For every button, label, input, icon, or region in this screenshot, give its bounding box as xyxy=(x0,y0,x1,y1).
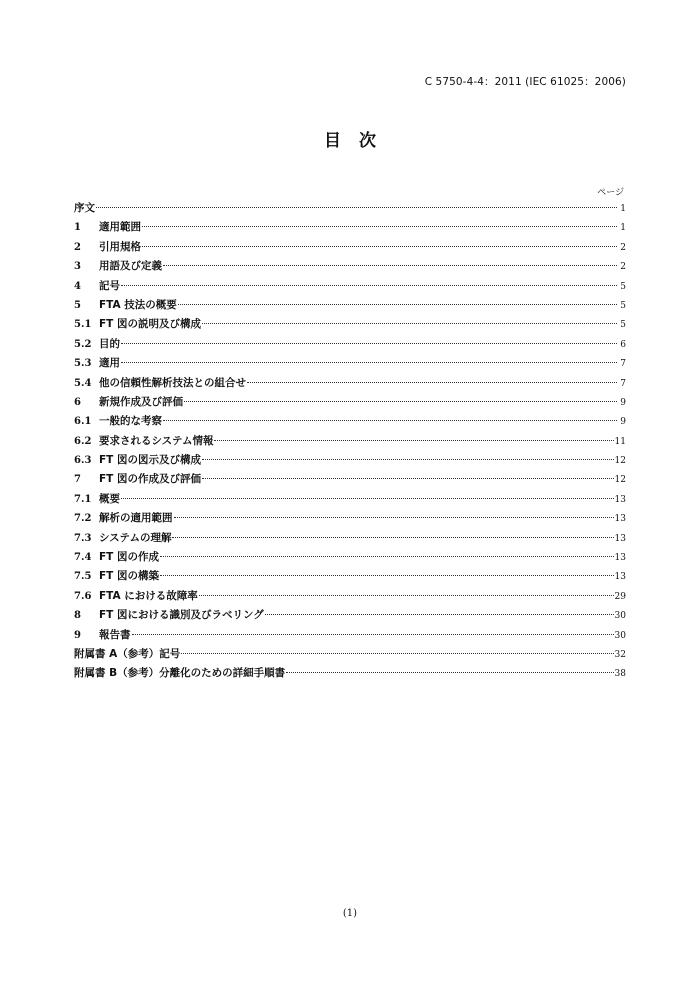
toc-entry-page: 6 xyxy=(620,339,626,350)
dot-leader xyxy=(121,361,617,363)
toc-entry-label: 要求されるシステム情報 xyxy=(99,434,214,447)
toc-entry-number: 4 xyxy=(74,280,81,292)
dot-leader xyxy=(247,381,617,383)
toc-entry-page: 2 xyxy=(620,262,626,273)
toc-entry-label: FTA における故障率 xyxy=(99,589,198,602)
toc-entry-number: 5 xyxy=(74,299,81,311)
toc-entry-page: 13 xyxy=(614,572,626,583)
dot-leader xyxy=(181,652,613,654)
toc-entry-label: 用語及び定義 xyxy=(99,260,162,273)
dot-leader xyxy=(142,245,617,247)
toc-entry[interactable] xyxy=(74,394,626,413)
toc-entry-page: 13 xyxy=(614,533,626,544)
dot-leader xyxy=(214,439,613,441)
toc-entry-label: 他の信頼性解析技法との組合せ xyxy=(99,376,246,389)
document-id: C 5750-4-4：2011 (IEC 61025：2006) xyxy=(424,76,626,88)
toc-entry-label: 附属書 A（参考）記号 xyxy=(74,647,181,660)
toc-entry[interactable] xyxy=(74,627,626,646)
dot-leader xyxy=(172,536,613,538)
toc-entry-label: 解析の適用範囲 xyxy=(99,512,173,525)
toc-entry-page: 9 xyxy=(620,417,626,428)
toc-entry-page: 5 xyxy=(620,320,626,331)
toc-entry-label: FT 図の図示及び構成 xyxy=(99,454,201,467)
toc-entry-page: 13 xyxy=(614,514,626,525)
toc-entry-label: FT 図の構築 xyxy=(99,570,159,583)
toc-entry[interactable] xyxy=(74,646,626,665)
dot-leader xyxy=(199,594,614,596)
toc-entry-number: 1 xyxy=(74,222,81,234)
dot-leader xyxy=(96,206,617,208)
toc-entry[interactable] xyxy=(74,413,626,432)
toc-entry-label: 附属書 B（参考）分離化のための詳細手順書 xyxy=(74,667,286,680)
toc-entry-label: 引用規格 xyxy=(99,240,141,253)
dot-leader xyxy=(121,284,617,286)
dot-leader xyxy=(265,613,614,615)
page-title: 目次 xyxy=(324,131,394,151)
toc-entry-page: 30 xyxy=(614,611,626,622)
toc-entry[interactable] xyxy=(74,491,626,510)
toc-entry-page: 13 xyxy=(614,494,626,505)
toc-entry-label: 概要 xyxy=(99,492,120,505)
toc-entry[interactable] xyxy=(74,607,626,626)
toc-entry[interactable] xyxy=(74,316,626,335)
toc-entry-label: FT 図の説明及び構成 xyxy=(99,318,201,331)
toc-entry[interactable] xyxy=(74,278,626,297)
toc-entry[interactable] xyxy=(74,433,626,452)
toc-entry-number: 7.1 xyxy=(74,493,92,505)
toc-entry[interactable] xyxy=(74,219,626,238)
dot-leader xyxy=(163,264,617,266)
toc-entry[interactable] xyxy=(74,452,626,471)
dot-leader xyxy=(202,477,614,479)
toc-entry-page: 9 xyxy=(620,397,626,408)
toc-entry[interactable] xyxy=(74,336,626,355)
toc-entry-number: 6.3 xyxy=(74,455,92,467)
toc-entry[interactable] xyxy=(74,568,626,587)
toc-entry[interactable] xyxy=(74,665,626,684)
toc-entry-label: FT 図の作成及び評価 xyxy=(99,473,201,486)
toc-entry-label: 序文 xyxy=(74,202,95,214)
toc-entry-label: FT 図における識別及びラベリング xyxy=(99,609,264,622)
toc-entry-page: 13 xyxy=(614,553,626,564)
toc-entry-page: 5 xyxy=(620,300,626,311)
toc-entry-page: 2 xyxy=(620,242,626,253)
dot-leader xyxy=(163,419,617,421)
toc-entry-page: 32 xyxy=(614,649,626,660)
toc-entry[interactable] xyxy=(74,510,626,529)
toc-entry-number: 6.2 xyxy=(74,435,92,447)
toc-entry-number: 3 xyxy=(74,261,81,273)
toc-entry-number: 5.3 xyxy=(74,358,92,370)
toc-entry[interactable] xyxy=(74,471,626,490)
toc-entry-label: 目的 xyxy=(99,337,120,350)
toc-entry-number: 7.6 xyxy=(74,590,92,602)
toc-entry-page: 38 xyxy=(614,669,626,680)
dot-leader xyxy=(121,342,617,344)
toc-entry-page: 11 xyxy=(614,436,626,447)
dot-leader xyxy=(202,322,617,324)
dot-leader xyxy=(160,555,614,557)
toc-entry-label: 記号 xyxy=(99,279,120,292)
toc-entry-label: 適用 xyxy=(99,357,120,370)
toc-entry-page: 7 xyxy=(620,359,626,370)
toc-entry-label: 適用範囲 xyxy=(99,221,141,234)
toc-entry[interactable] xyxy=(74,375,626,394)
toc-entry-page: 1 xyxy=(620,204,626,214)
toc-entry[interactable] xyxy=(74,530,626,549)
toc-entry-number: 7.2 xyxy=(74,513,92,525)
page-column-label: ページ xyxy=(597,188,624,198)
toc-entry-label: 一般的な考察 xyxy=(99,415,162,428)
toc-entry-number: 9 xyxy=(74,629,81,641)
toc-entry-label: 報告書 xyxy=(99,628,131,641)
toc-entry[interactable] xyxy=(74,239,626,258)
toc-entry[interactable] xyxy=(74,355,626,374)
dot-leader xyxy=(121,497,614,499)
toc-entry-label: システムの理解 xyxy=(99,531,172,544)
dot-leader xyxy=(142,225,617,227)
dot-leader xyxy=(132,633,614,635)
toc-entry-number: 6.1 xyxy=(74,416,92,428)
toc-entry-label: FTA 技法の概要 xyxy=(99,298,177,311)
toc-entry-page: 29 xyxy=(614,591,626,602)
dot-leader xyxy=(286,671,613,673)
table-of-contents xyxy=(74,200,626,685)
toc-entry[interactable] xyxy=(74,549,626,568)
dot-leader xyxy=(184,400,617,402)
toc-entry-label: FT 図の作成 xyxy=(99,551,159,564)
toc-entry-page: 7 xyxy=(620,378,626,389)
page-number: (1) xyxy=(342,908,358,919)
toc-entry-page: 12 xyxy=(614,456,626,467)
toc-entry[interactable] xyxy=(74,200,626,219)
toc-entry-number: 7.3 xyxy=(74,532,92,544)
toc-entry-page: 12 xyxy=(614,475,626,486)
toc-entry-number: 5.1 xyxy=(74,319,92,331)
toc-entry-page: 1 xyxy=(620,223,626,234)
dot-leader xyxy=(202,458,614,460)
toc-entry[interactable] xyxy=(74,258,626,277)
toc-entry-page: 5 xyxy=(620,281,626,292)
toc-entry-number: 5.4 xyxy=(74,377,92,389)
dot-leader xyxy=(174,516,614,518)
toc-entry-label: 新規作成及び評価 xyxy=(99,395,183,408)
toc-entry-number: 2 xyxy=(74,241,81,253)
toc-entry[interactable] xyxy=(74,588,626,607)
toc-entry-number: 8 xyxy=(74,610,81,622)
toc-entry[interactable] xyxy=(74,297,626,316)
dot-leader xyxy=(160,574,614,576)
toc-entry-number: 7.4 xyxy=(74,552,92,564)
toc-entry-number: 5.2 xyxy=(74,338,92,350)
toc-entry-page: 30 xyxy=(614,630,626,641)
toc-entry-number: 6 xyxy=(74,396,81,408)
toc-entry-number: 7 xyxy=(74,474,81,486)
toc-entry-number: 7.5 xyxy=(74,571,92,583)
dot-leader xyxy=(178,303,617,305)
